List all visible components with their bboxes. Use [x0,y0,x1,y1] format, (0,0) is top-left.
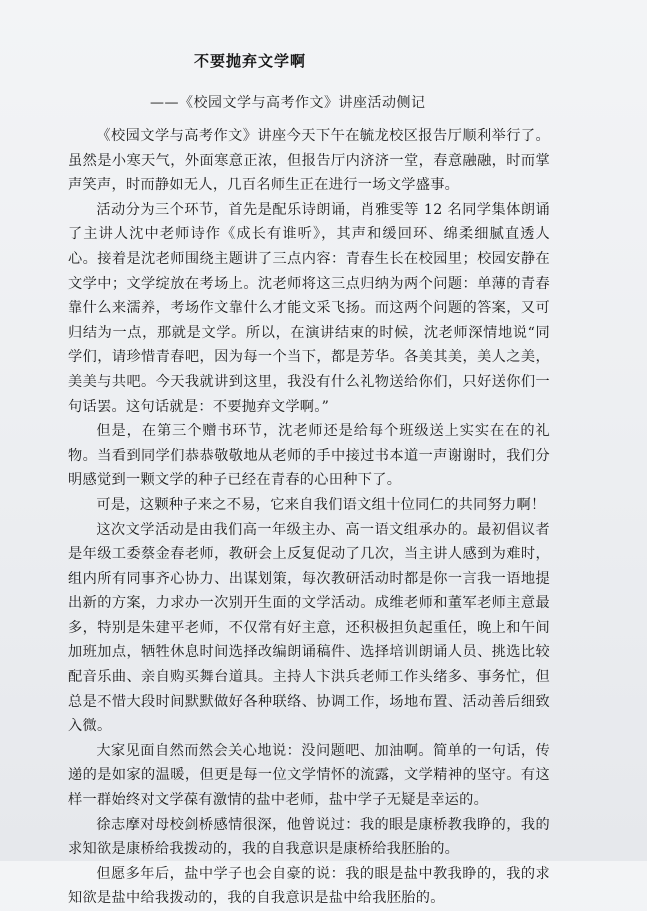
paragraph-7: 徐志摩对母校剑桥感情很深，他曾说过：我的眼是康桥教我睁的，我的求知欲是康桥给我拨动的，我的自我意识是康桥给我胚胎的。 [68,816,550,858]
paragraph-1: 《校园文学与高考作文》讲座今天下午在毓龙校区报告厅顺利举行了。虽然是小寒天气，外面寒意正浓，但报告厅内济济一堂，春意融融，时而掌声笑声，时而静如无人，几百名师生正在进行一场文学盛事。 [68,128,550,194]
paragraph-8: 但愿多年后，盐中学子也会自豪的说：我的眼是盐中教我睁的，我的求知欲是盐中给我拨动的，我的自我意识是盐中给我胚胎的。 [68,865,550,907]
article-title: 不要抛弃文学啊 [193,52,306,70]
paragraph-5: 这次文学活动是由我们高一年级主办、高一语文组承办的。最初倡议者是年级工委蔡金春老师，教研会上反复促动了几次，当主讲人感到为难时，组内所有同事齐心协力、出谋划策，每次教研活动时都是你一言我一语地提出新的方案，力求办一次别开生面的文学活动。成维老师和董军老师主意最多，特别是朱建平老师，不仅常有好主意，还积极担负起重任，晚上和午间加班加点，牺牲休息时间选择改编朗诵稿件、选择培训朗诵人员、挑选比较配音乐曲、亲自购买舞台道具。主持人卞洪兵老师工作头绪多、事务忙，但总是不惜大段时间默默做好各种联络、协调工作，场地布置、活动善后细致入微。 [68,521,550,735]
paragraph-6: 大家见面自然而然会关心地说：没问题吧、加油啊。简单的一句话，传递的是如家的温暖，但更是每一位文学情怀的流露，文学精神的坚守。有这样一群始终对文学葆有激情的盐中老师，盐中学子无疑是幸运的。 [68,742,550,809]
article-subtitle: ——《校园文学与高考作文》讲座活动侧记 [150,95,426,111]
paragraph-3: 但是，在第三个赠书环节，沈老师还是给每个班级送上实实在在的礼物。当看到同学们恭恭敬敬地从老师的手中接过书本道一声谢谢时，我们分明感觉到一颗文学的种子已经在青春的心田种下了。 [68,423,550,489]
paragraph-2: 活动分为三个环节，首先是配乐诗朗诵，肖雅雯等 12 名同学集体朗诵了主讲人沈中老师诗作《成长有谁听》，其声和缓回环、绵柔细腻直透人心。接着是沈老师围绕主题讲了三点内容：青春生长在校园里；校园安静在文学中；文学绽放在考场上。沈老师将这三点归纳为两个问题：单薄的青春靠什么来濡养，考场作文靠什么才能文采飞扬。而这两个问题的答案，又可归结为一点，那就是文学。所以，在演讲结束的时候，沈老师深情地说“同学们，请珍惜青春吧，因为每一个当下，都是芳华。各美其美，美人之美，美美与共吧。今天我就讲到这里，我没有什么礼物送给你们，只好送你们一句话罢。这句话就是：不要抛弃文学啊。” [68,201,550,415]
article-body [68,124,550,911]
paragraph-4: 可是，这颗种子来之不易，它来自我们语文组十位同仁的共同努力啊！ [96,496,546,513]
